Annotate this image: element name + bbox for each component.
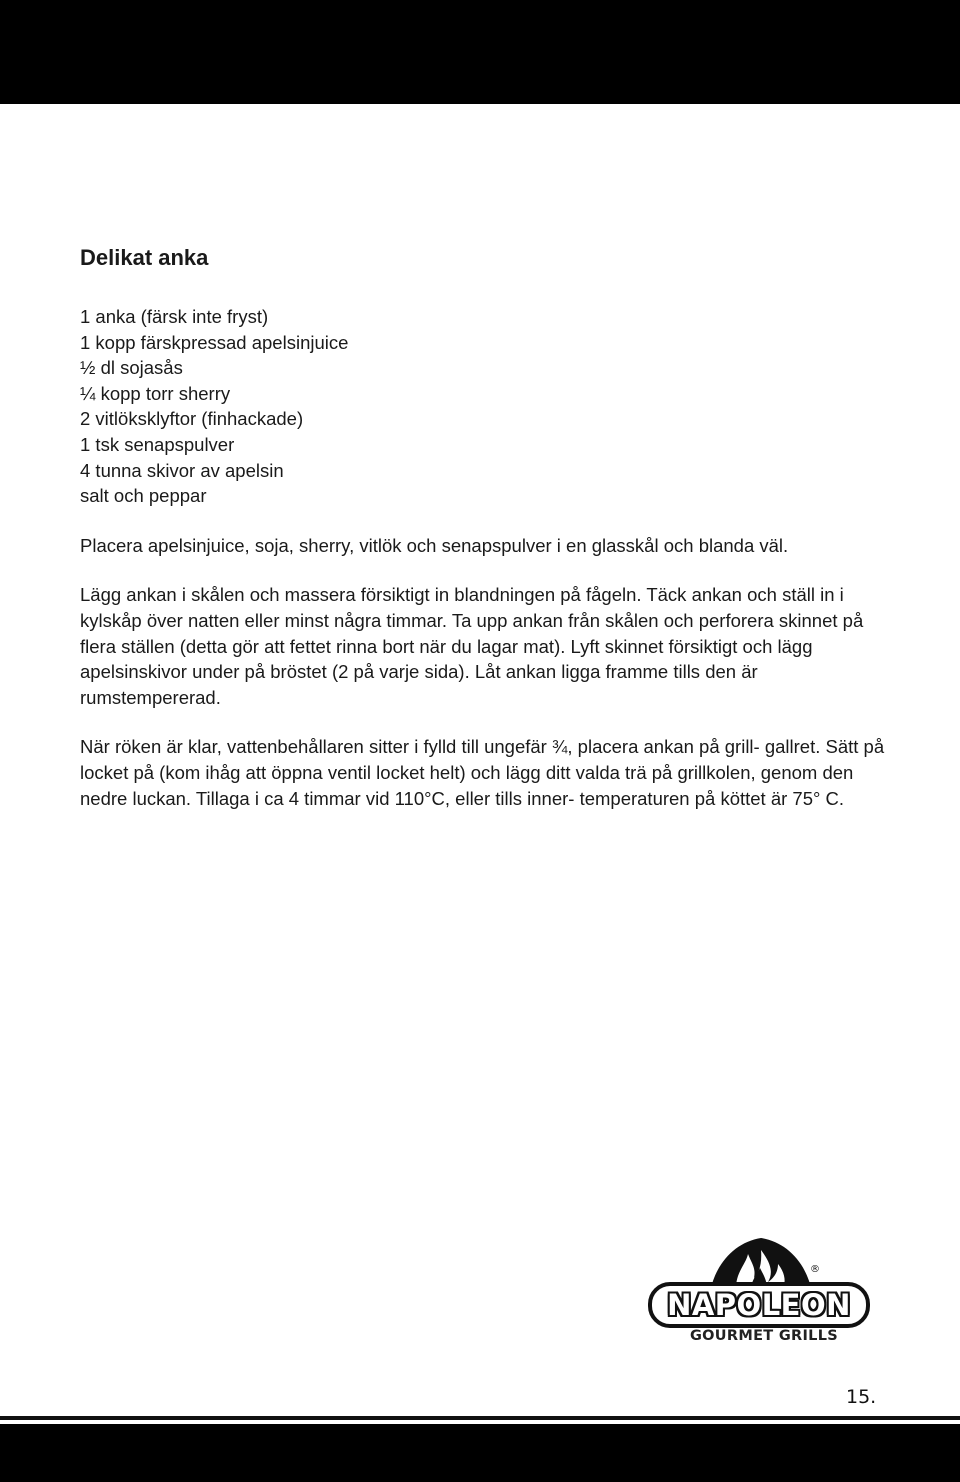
recipe-step: Placera apelsinjuice, soja, sherry, vitlök och senapspulver i en glasskål och blanda väl. <box>80 534 789 556</box>
ingredient-item: salt och peppar <box>80 485 207 507</box>
ingredient-list <box>80 304 890 509</box>
recipe-content <box>80 244 890 835</box>
page-number: 15. <box>846 1386 877 1408</box>
logo-badge <box>648 1282 870 1328</box>
ingredient-item: ½ dl sojasås <box>80 357 183 379</box>
recipe-title: Delikat anka <box>80 245 209 270</box>
ingredient-item: 4 tunna skivor av apelsin <box>80 459 284 481</box>
ingredient-item: ¼ kopp torr sherry <box>80 382 231 404</box>
ingredient-item: 1 kopp färskpressad apelsinjuice <box>80 331 349 353</box>
footer-rule <box>0 1416 960 1420</box>
registered-mark: ® <box>810 1264 820 1275</box>
logo-subtitle: GOURMET GRILLS <box>689 1328 839 1344</box>
ingredient-item: 2 vitlöksklyftor (finhackade) <box>80 408 304 430</box>
recipe-step: När röken är klar, vattenbehållaren sitter i fylld till ungefär ¾, placera ankan på grill- gallret. Sätt på locket på (kom ihåg att öppna ventil locket helt) och lägg ditt valda trä på grillkolen, genom den nedre luckan. Tillaga i ca 4 timmar vid 110°C, eller tills inner- temperaturen på köttet är 75° C. <box>80 736 885 809</box>
ingredient-item: 1 tsk senapspulver <box>80 433 235 455</box>
napoleon-logo <box>648 1232 874 1348</box>
recipe-step: Lägg ankan i skålen och massera försiktigt in blandningen på fågeln. Täck ankan och ställ in i kylskåp över natten eller minst några timmar. Ta upp ankan från skålen och perforera skinnet på flera ställen (detta gör att fettet rinna bort när du lagar mat). Lyft skinnet försiktigt och lägg apelsinskivor under på bröstet (2 på varje sida). Låt ankan ligga framme tills den är rumstempererad. <box>80 584 864 708</box>
header-bar <box>0 0 960 104</box>
logo-brand: NAPOLEON <box>667 1288 851 1322</box>
footer-bar <box>0 1424 960 1482</box>
ingredient-item: 1 anka (färsk inte fryst) <box>80 306 269 327</box>
